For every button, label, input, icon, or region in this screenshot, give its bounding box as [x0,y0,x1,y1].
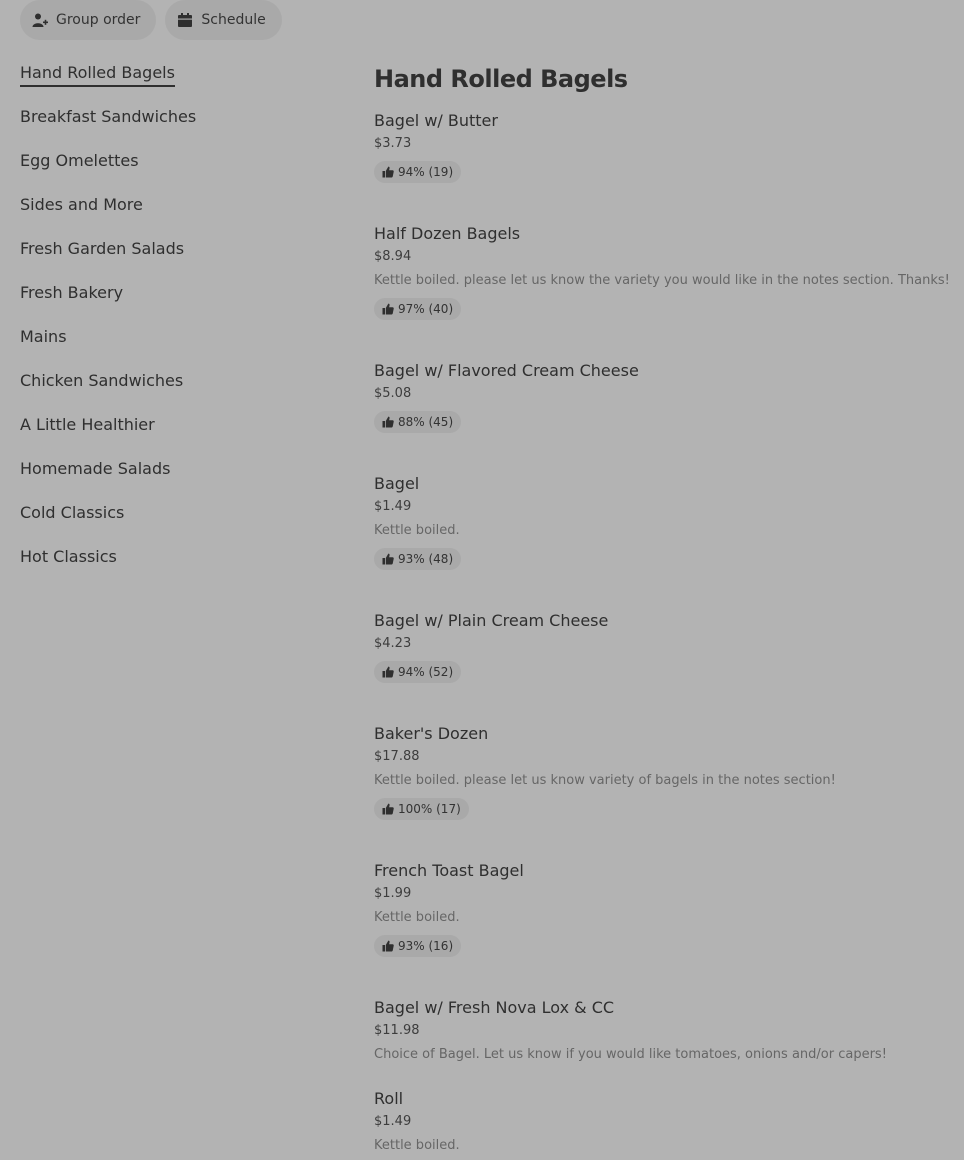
category-label: Fresh Garden Salads [20,239,185,258]
category-nav [20,60,340,588]
category-breakfast-sandwiches[interactable] [20,104,340,148]
menu-item[interactable] [374,1088,954,1155]
thumbs-up-icon [382,416,394,428]
rating-text: 93% (16) [398,939,454,953]
thumbs-up-icon [382,666,394,678]
category-fresh-bakery[interactable] [20,280,340,324]
rating-badge [374,935,461,957]
category-a-little-healthier[interactable] [20,412,340,456]
category-cold-classics[interactable] [20,500,340,544]
calendar-icon [177,12,193,28]
menu-item-description: Kettle boiled. [374,523,460,538]
menu-item[interactable] [374,997,954,1064]
rating-text: 97% (40) [398,302,454,316]
thumbs-up-icon [382,940,394,952]
rating-text: 100% (17) [398,802,461,816]
action-bar [20,0,282,40]
menu-item-name: Roll [374,1089,404,1108]
category-label: Egg Omelettes [20,151,139,170]
rating-badge [374,798,469,820]
menu-item-price: $1.49 [374,1114,412,1129]
menu-section [374,62,954,1155]
category-label: Fresh Bakery [20,283,124,302]
menu-item[interactable] [374,110,954,183]
menu-item-price: $1.49 [374,499,412,514]
menu-item-name: Bagel w/ Plain Cream Cheese [374,611,609,630]
menu-item[interactable] [374,223,954,320]
menu-item-description: Kettle boiled. please let us know the variety you would like in the notes section. Thanks! [374,273,950,288]
rating-text: 93% (48) [398,552,454,566]
group-order-label: Group order [56,12,141,28]
menu-item[interactable] [374,610,954,683]
menu-item-name: Bagel w/ Fresh Nova Lox & CC [374,998,615,1017]
menu-item-description: Kettle boiled. [374,1138,460,1153]
category-homemade-salads[interactable] [20,456,340,500]
menu-item-list [374,110,954,1155]
thumbs-up-icon [382,803,394,815]
category-label: Breakfast Sandwiches [20,107,197,126]
menu-item-price: $1.99 [374,886,412,901]
menu-item-price: $3.73 [374,136,412,151]
menu-item-name: Bagel [374,474,420,493]
category-label: A Little Healthier [20,415,155,434]
menu-item-price: $11.98 [374,1023,420,1038]
category-chicken-sandwiches[interactable] [20,368,340,412]
category-label: Homemade Salads [20,459,171,478]
thumbs-up-icon [382,553,394,565]
menu-item-name: Bagel w/ Butter [374,111,498,130]
category-label: Sides and More [20,195,143,214]
menu-item[interactable] [374,723,954,820]
category-hand-rolled-bagels[interactable] [20,60,340,104]
rating-badge [374,411,461,433]
section-title: Hand Rolled Bagels [374,65,628,93]
group-order-button[interactable] [20,0,156,40]
rating-text: 88% (45) [398,415,454,429]
menu-item-name: French Toast Bagel [374,861,524,880]
category-label: Cold Classics [20,503,125,522]
add-person-icon [32,12,48,28]
menu-item-price: $8.94 [374,249,412,264]
menu-item-name: Bagel w/ Flavored Cream Cheese [374,361,639,380]
category-label: Hand Rolled Bagels [20,62,175,87]
category-label: Mains [20,327,67,346]
rating-text: 94% (19) [398,165,454,179]
schedule-button[interactable] [165,0,281,40]
category-label: Chicken Sandwiches [20,371,184,390]
category-sides-and-more[interactable] [20,192,340,236]
menu-item[interactable] [374,860,954,957]
rating-text: 94% (52) [398,665,454,679]
rating-badge [374,161,461,183]
menu-item-description: Choice of Bagel. Let us know if you would like tomatoes, onions and/or capers! [374,1047,887,1062]
menu-item-description: Kettle boiled. please let us know variety of bagels in the notes section! [374,773,836,788]
menu-item-description: Kettle boiled. [374,910,460,925]
menu-item-name: Baker's Dozen [374,724,489,743]
category-label: Hot Classics [20,547,117,566]
category-mains[interactable] [20,324,340,368]
menu-item-price: $4.23 [374,636,412,651]
thumbs-up-icon [382,166,394,178]
thumbs-up-icon [382,303,394,315]
category-fresh-garden-salads[interactable] [20,236,340,280]
menu-item-price: $5.08 [374,386,412,401]
rating-badge [374,548,461,570]
rating-badge [374,298,461,320]
menu-item-name: Half Dozen Bagels [374,224,521,243]
menu-item-price: $17.88 [374,749,420,764]
menu-item[interactable] [374,473,954,570]
menu-item[interactable] [374,360,954,433]
rating-badge [374,661,461,683]
category-hot-classics[interactable] [20,544,340,588]
category-egg-omelettes[interactable] [20,148,340,192]
schedule-label: Schedule [201,12,266,28]
